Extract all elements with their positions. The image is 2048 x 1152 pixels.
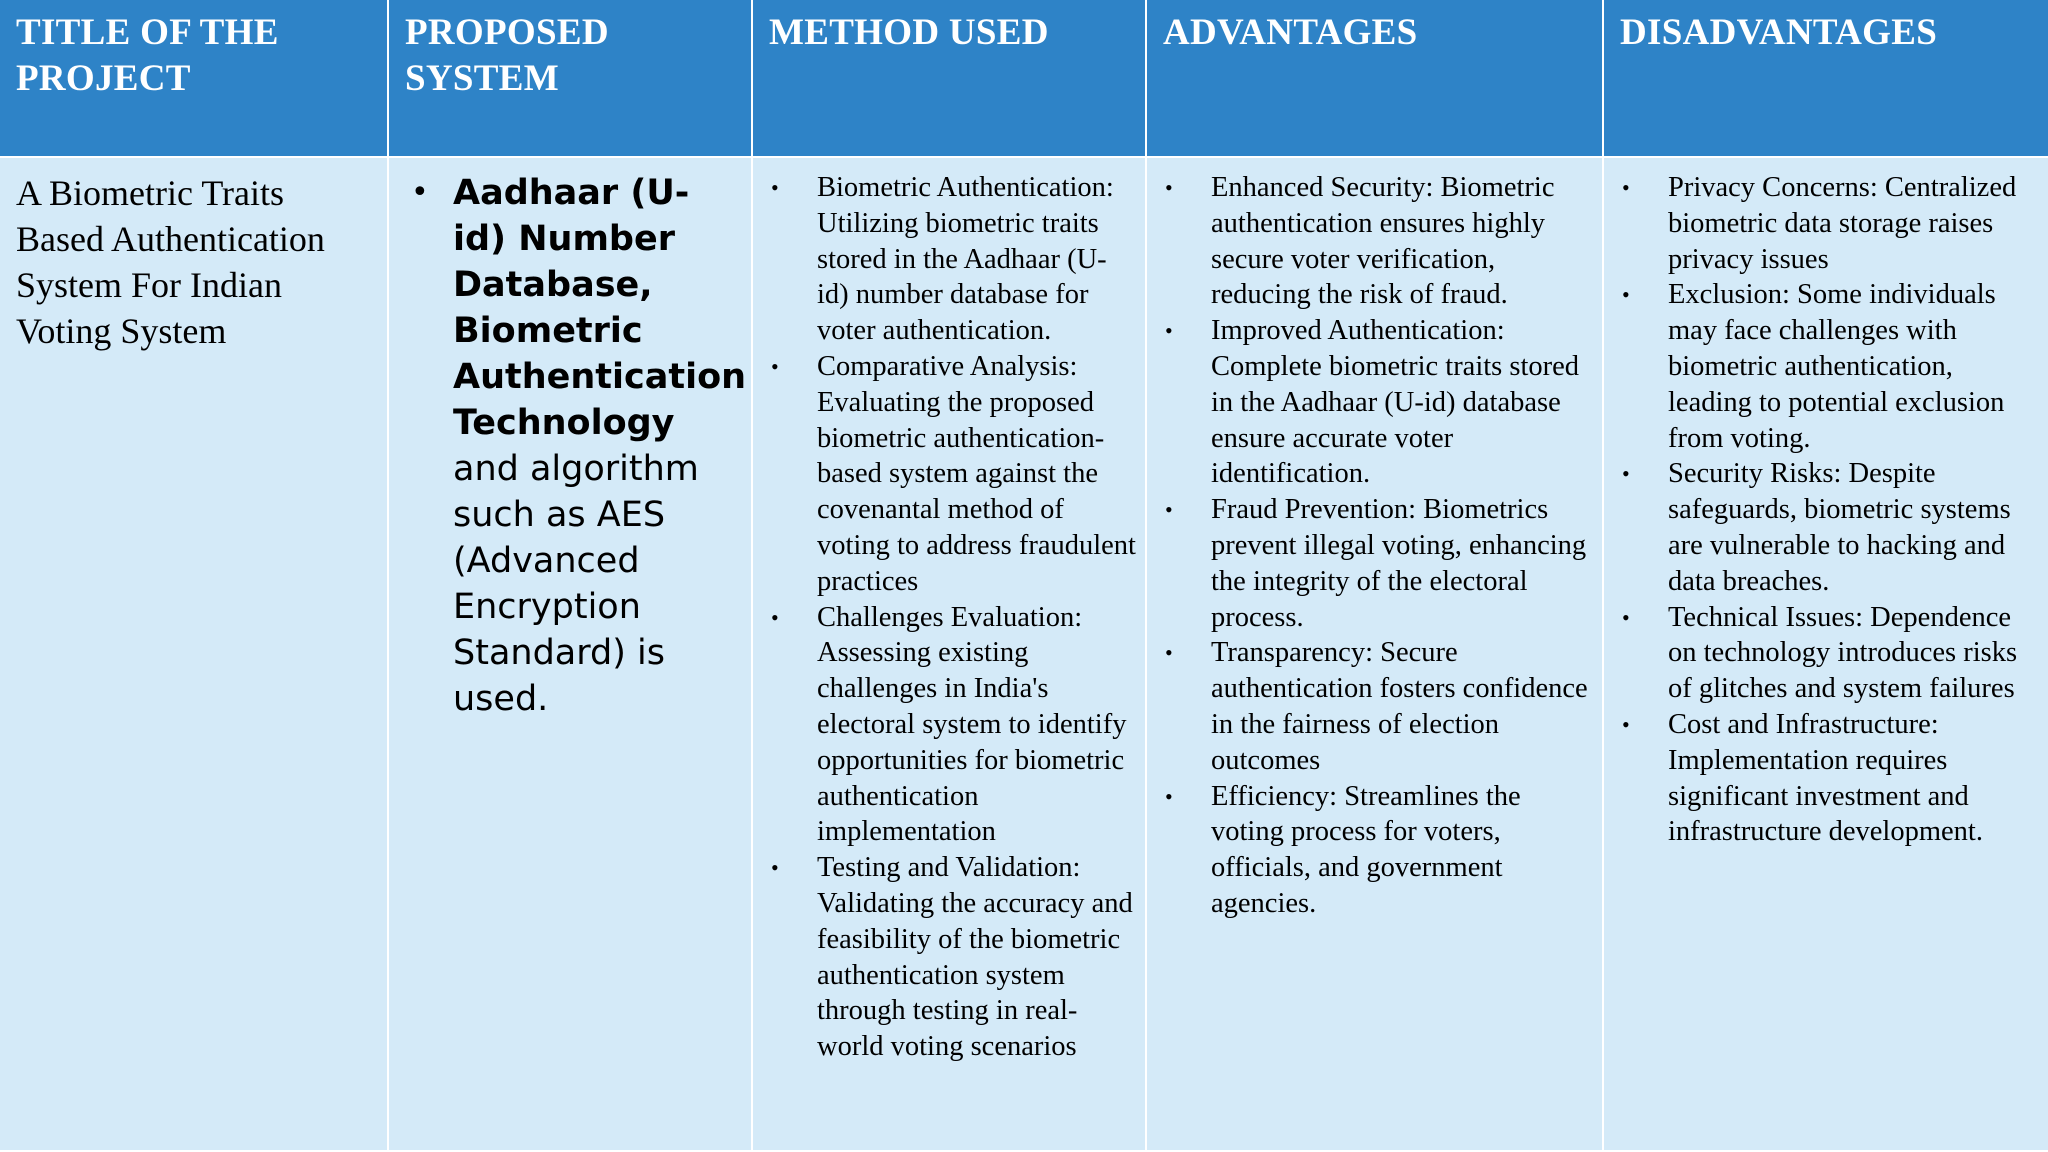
advantage-text: Transparency: Secure authentication fosters confidence in the fairness of election outcomes [1211, 637, 1588, 776]
advantages-cell [1147, 158, 1604, 1152]
disadvantages-cell [1604, 158, 2048, 1152]
proposed-system-list [403, 170, 747, 722]
bullet-icon: • [1165, 175, 1173, 200]
bullet-icon: • [1622, 711, 1630, 737]
advantage-text: Improved Authentication: Complete biometric traits stored in the Aadhaar (U-id) database ensure accurate voter identification. [1211, 315, 1580, 490]
proposed-system-cell [389, 158, 753, 1152]
method-text: Testing and Validation: Validating the accuracy and feasibility of the biometric authentication system through testing in real-world voting scenarios [817, 852, 1133, 1063]
bullet-icon: • [1165, 497, 1173, 523]
bullet-icon: • [1165, 318, 1173, 344]
list-item [1612, 600, 2040, 707]
proposed-system-text: and algorithm such as AES (Advanced Encryption Standard) is used. [453, 449, 699, 719]
header-method-used: METHOD USED [753, 0, 1147, 158]
list-item [761, 850, 1137, 1065]
proposed-system-bold-text: Aadhaar (U-id) Number Database, Biometric Authentication Technology [453, 173, 747, 443]
bullet-icon: • [1622, 604, 1630, 630]
header-advantages: ADVANTAGES [1147, 0, 1604, 158]
bullet-icon: • [1165, 640, 1173, 666]
list-item [1155, 170, 1594, 313]
advantage-text: Fraud Prevention: Biometrics prevent illegal voting, enhancing the integrity of the electoral process. [1211, 494, 1587, 633]
list-item [761, 600, 1137, 851]
advantage-text: Efficiency: Streamlines the voting process for voters, officials, and government agencies. [1211, 780, 1521, 919]
bullet-icon: • [1165, 783, 1173, 809]
method-used-cell [753, 158, 1147, 1152]
bullet-icon: • [771, 855, 779, 881]
header-title-of-project: TITLE OF THE PROJECT [0, 0, 389, 158]
list-item [761, 170, 1137, 349]
bullet-icon: • [771, 175, 779, 200]
bullet-icon: • [771, 353, 779, 379]
advantages-list [1155, 170, 1594, 922]
list-item [1155, 779, 1594, 922]
list-item [761, 349, 1137, 600]
method-text: Challenges Evaluation: Assessing existing challenges in India's electoral system to identify opportunities for biometric authentication implementation [817, 601, 1127, 848]
disadvantages-list [1612, 170, 2040, 850]
disadvantage-text: Privacy Concerns: Centralized biometric data storage raises privacy issues [1668, 172, 2017, 275]
project-title-cell: A Biometric Traits Based Authentication System For Indian Voting System [0, 158, 389, 1152]
bullet-icon: • [1622, 282, 1630, 308]
list-item [1612, 170, 2040, 277]
method-used-list [761, 170, 1137, 1065]
disadvantage-text: Cost and Infrastructure: Implementation requires significant investment and infrastructure development. [1668, 708, 1983, 848]
bullet-icon: • [1622, 461, 1630, 487]
bullet-icon: • [1622, 175, 1630, 200]
proposed-system-item [403, 170, 747, 722]
disadvantage-text: Security Risks: Despite safeguards, biometric systems are vulnerable to hacking and data breaches. [1668, 458, 2011, 597]
list-item [1155, 635, 1594, 778]
advantage-text: Enhanced Security: Biometric authentication ensures highly secure voter verification, reducing the risk of fraud. [1211, 172, 1555, 311]
header-disadvantages: DISADVANTAGES [1604, 0, 2048, 158]
header-proposed-system: PROPOSED SYSTEM [389, 0, 753, 158]
list-item [1155, 313, 1594, 492]
list-item [1612, 277, 2040, 456]
disadvantage-text: Exclusion: Some individuals may face challenges with biometric authentication, leading to potential exclusion from voting. [1668, 279, 2005, 454]
bullet-icon: • [771, 604, 779, 630]
list-item [1155, 492, 1594, 635]
list-item [1612, 707, 2040, 850]
bullet-icon: • [411, 175, 429, 210]
list-item [1612, 456, 2040, 599]
method-text: Comparative Analysis: Evaluating the proposed biometric authentication-based system against the covenantal method of voting to address fraudulent practices [817, 350, 1136, 597]
disadvantage-text: Technical Issues: Dependence on technology introduces risks of glitches and system failures [1668, 601, 2018, 705]
method-text: Biometric Authentication: Utilizing biometric traits stored in the Aadhaar (U-id) number database for voter authentication. [817, 172, 1114, 347]
